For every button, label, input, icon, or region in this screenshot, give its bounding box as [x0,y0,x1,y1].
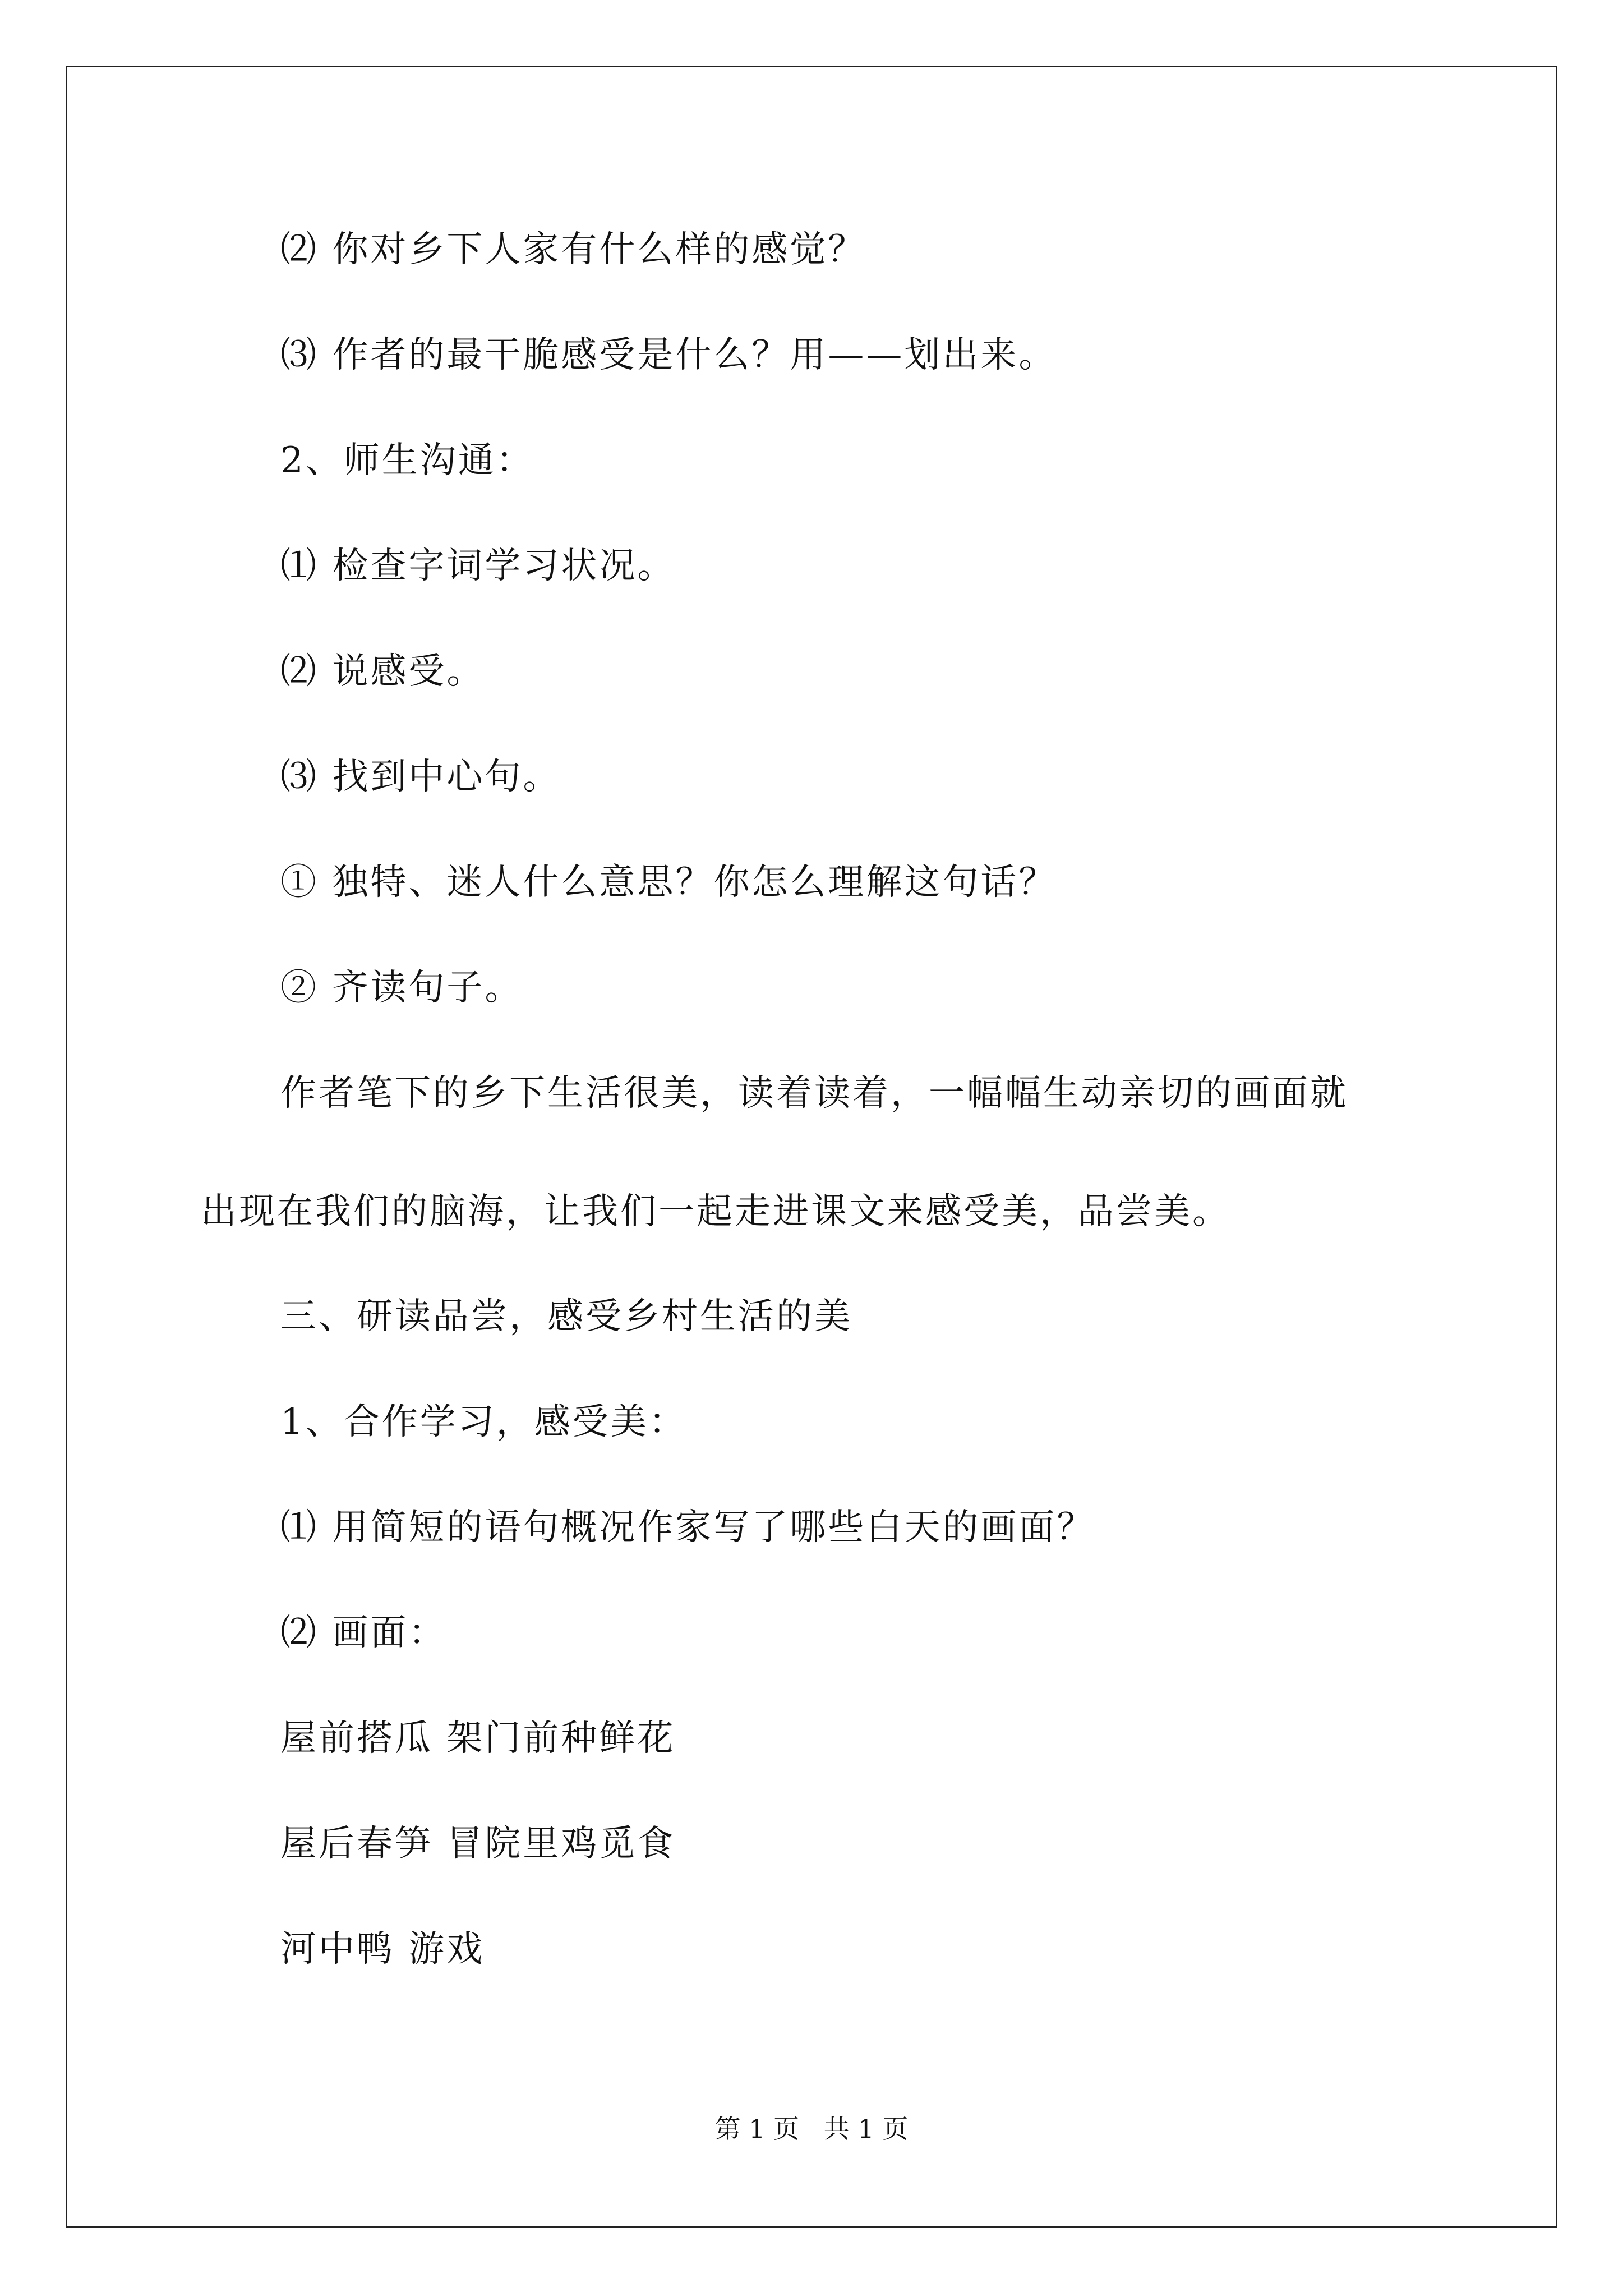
text-line-scenes: ⑵ 画面： [280,1612,447,1654]
section-heading-3: 三、研读品尝，感受乡村生活的美 [280,1296,852,1337]
text-line-unique-charming: ① 独特、迷人什么意思？你怎么理解这句话？ [280,862,1057,903]
paragraph-line-1: 作者笔下的乡下生活很美，读着读着，一幅幅生动亲切的画面就 [280,1073,1348,1114]
text-line-read-together: ② 齐读句子。 [280,967,523,1009]
text-line-scene-back: 屋后春笋 冒院里鸡觅食 [280,1823,676,1865]
text-line-check-words: ⑴ 检查字词学习状况。 [280,545,676,587]
text-line-find-central-sentence: ⑶ 找到中心句。 [280,756,561,798]
text-line-scene-river: 河中鸭 游戏 [280,1929,485,1970]
text-line-summarize-scenes: ⑴ 用简短的语句概况作家写了哪些白天的画面？ [280,1507,1095,1548]
text-line-cooperative-learning: 1、合作学习，感受美： [280,1401,687,1443]
text-line-q3-author-feeling: ⑶ 作者的最干脆感受是什么？用——划出来。 [280,334,1057,376]
text-line-q2-feeling: ⑵ 你对乡下人家有什么样的感觉？ [280,229,866,270]
page-border [66,66,1557,2228]
text-line-say-feelings: ⑵ 说感受。 [280,651,485,692]
text-line-scene-front: 屋前搭瓜 架门前种鲜花 [280,1718,676,1759]
page-footer: 第 1 页 共 1 页 [714,2114,909,2144]
paragraph-line-2: 出现在我们的脑海，让我们一起走进课文来感受美，品尝美。 [201,1191,1230,1232]
text-line-teacher-student-communication: 2、师生沟通： [280,440,534,481]
